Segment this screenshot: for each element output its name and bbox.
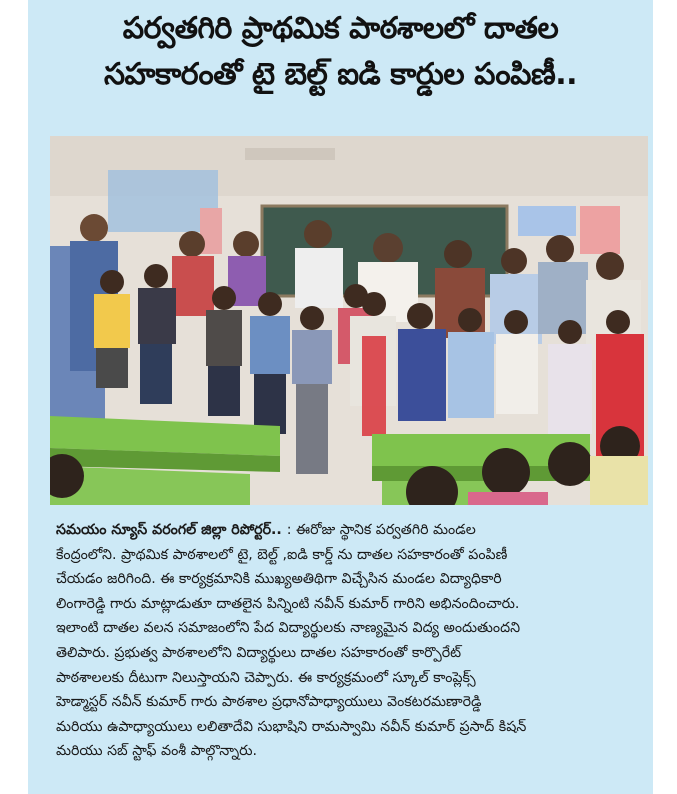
byline: సమయం న్యూస్ వరంగల్ జిల్లా రిపోర్టర్..	[56, 522, 287, 538]
article-line: మరియు ఉపాధ్యాయులు లలితాదేవి సుభాషిని రామస్వామి నవీన్ కుమార్ ప్రసాద్ కిషన్	[56, 718, 527, 735]
article-line: తెలిపారు. ప్రభుత్వ పాఠశాలలోని విద్యార్థులు దాతల సహకారంతో కార్పొరేట్	[56, 644, 462, 661]
group-photo-icon	[50, 136, 648, 505]
group-photo	[50, 136, 648, 505]
article-line: కేంద్రంలోని. ప్రాథమిక పాఠశాలలో టై, బెల్ట్ ,ఐడి కార్డ్ ను దాతల సహకారంతో పంపిణీ	[56, 546, 508, 563]
headline	[28, 6, 653, 98]
headline-line-1: పర్వతగిరి ప్రాథమిక పాఠశాలలో దాతల	[122, 11, 559, 46]
article-line: మరియు సబ్ స్టాఫ్ వంశీ పాల్గొన్నారు.	[56, 743, 258, 760]
article-line-1-rest: : ఈరోజు స్థానిక పర్వతగిరి మండల	[286, 522, 476, 538]
headline-line-2: సహకారంతో టై బెల్ట్ ఐడి కార్డుల పంపిణీ..	[103, 57, 578, 92]
article-line	[56, 518, 644, 543]
article-line: లింగారెడ్డి గారు మాట్లాడుతూ దాతలైన పిన్నింటి నవీన్ కుమార్ గారిని అభినందించారు.	[56, 595, 520, 612]
article-line: హెడ్మాస్టర్ నవీన్ కుమార్ గారు పాఠశాల ప్రధానోపాధ్యాయులు వెంకటరమణారెడ్డి	[56, 694, 482, 711]
article-body	[56, 518, 644, 764]
article-line: పాఠశాలలకు దీటుగా నిలుస్తాయని చెప్పారు. ఈ కార్యక్రమంలో స్కూల్ కాంప్లెక్స్	[56, 669, 476, 686]
article-line: చేయడం జరిగింది. ఈ కార్యక్రమానికి ముఖ్యఅతిథిగా విచ్చేసిన మండల విద్యాధికారి	[56, 571, 502, 588]
article-line: ఇలాంటి దాతల వలన సమాజంలోని పేద విద్యార్థులకు నాణ్యమైన విద్య అందుతుందని	[56, 620, 521, 637]
